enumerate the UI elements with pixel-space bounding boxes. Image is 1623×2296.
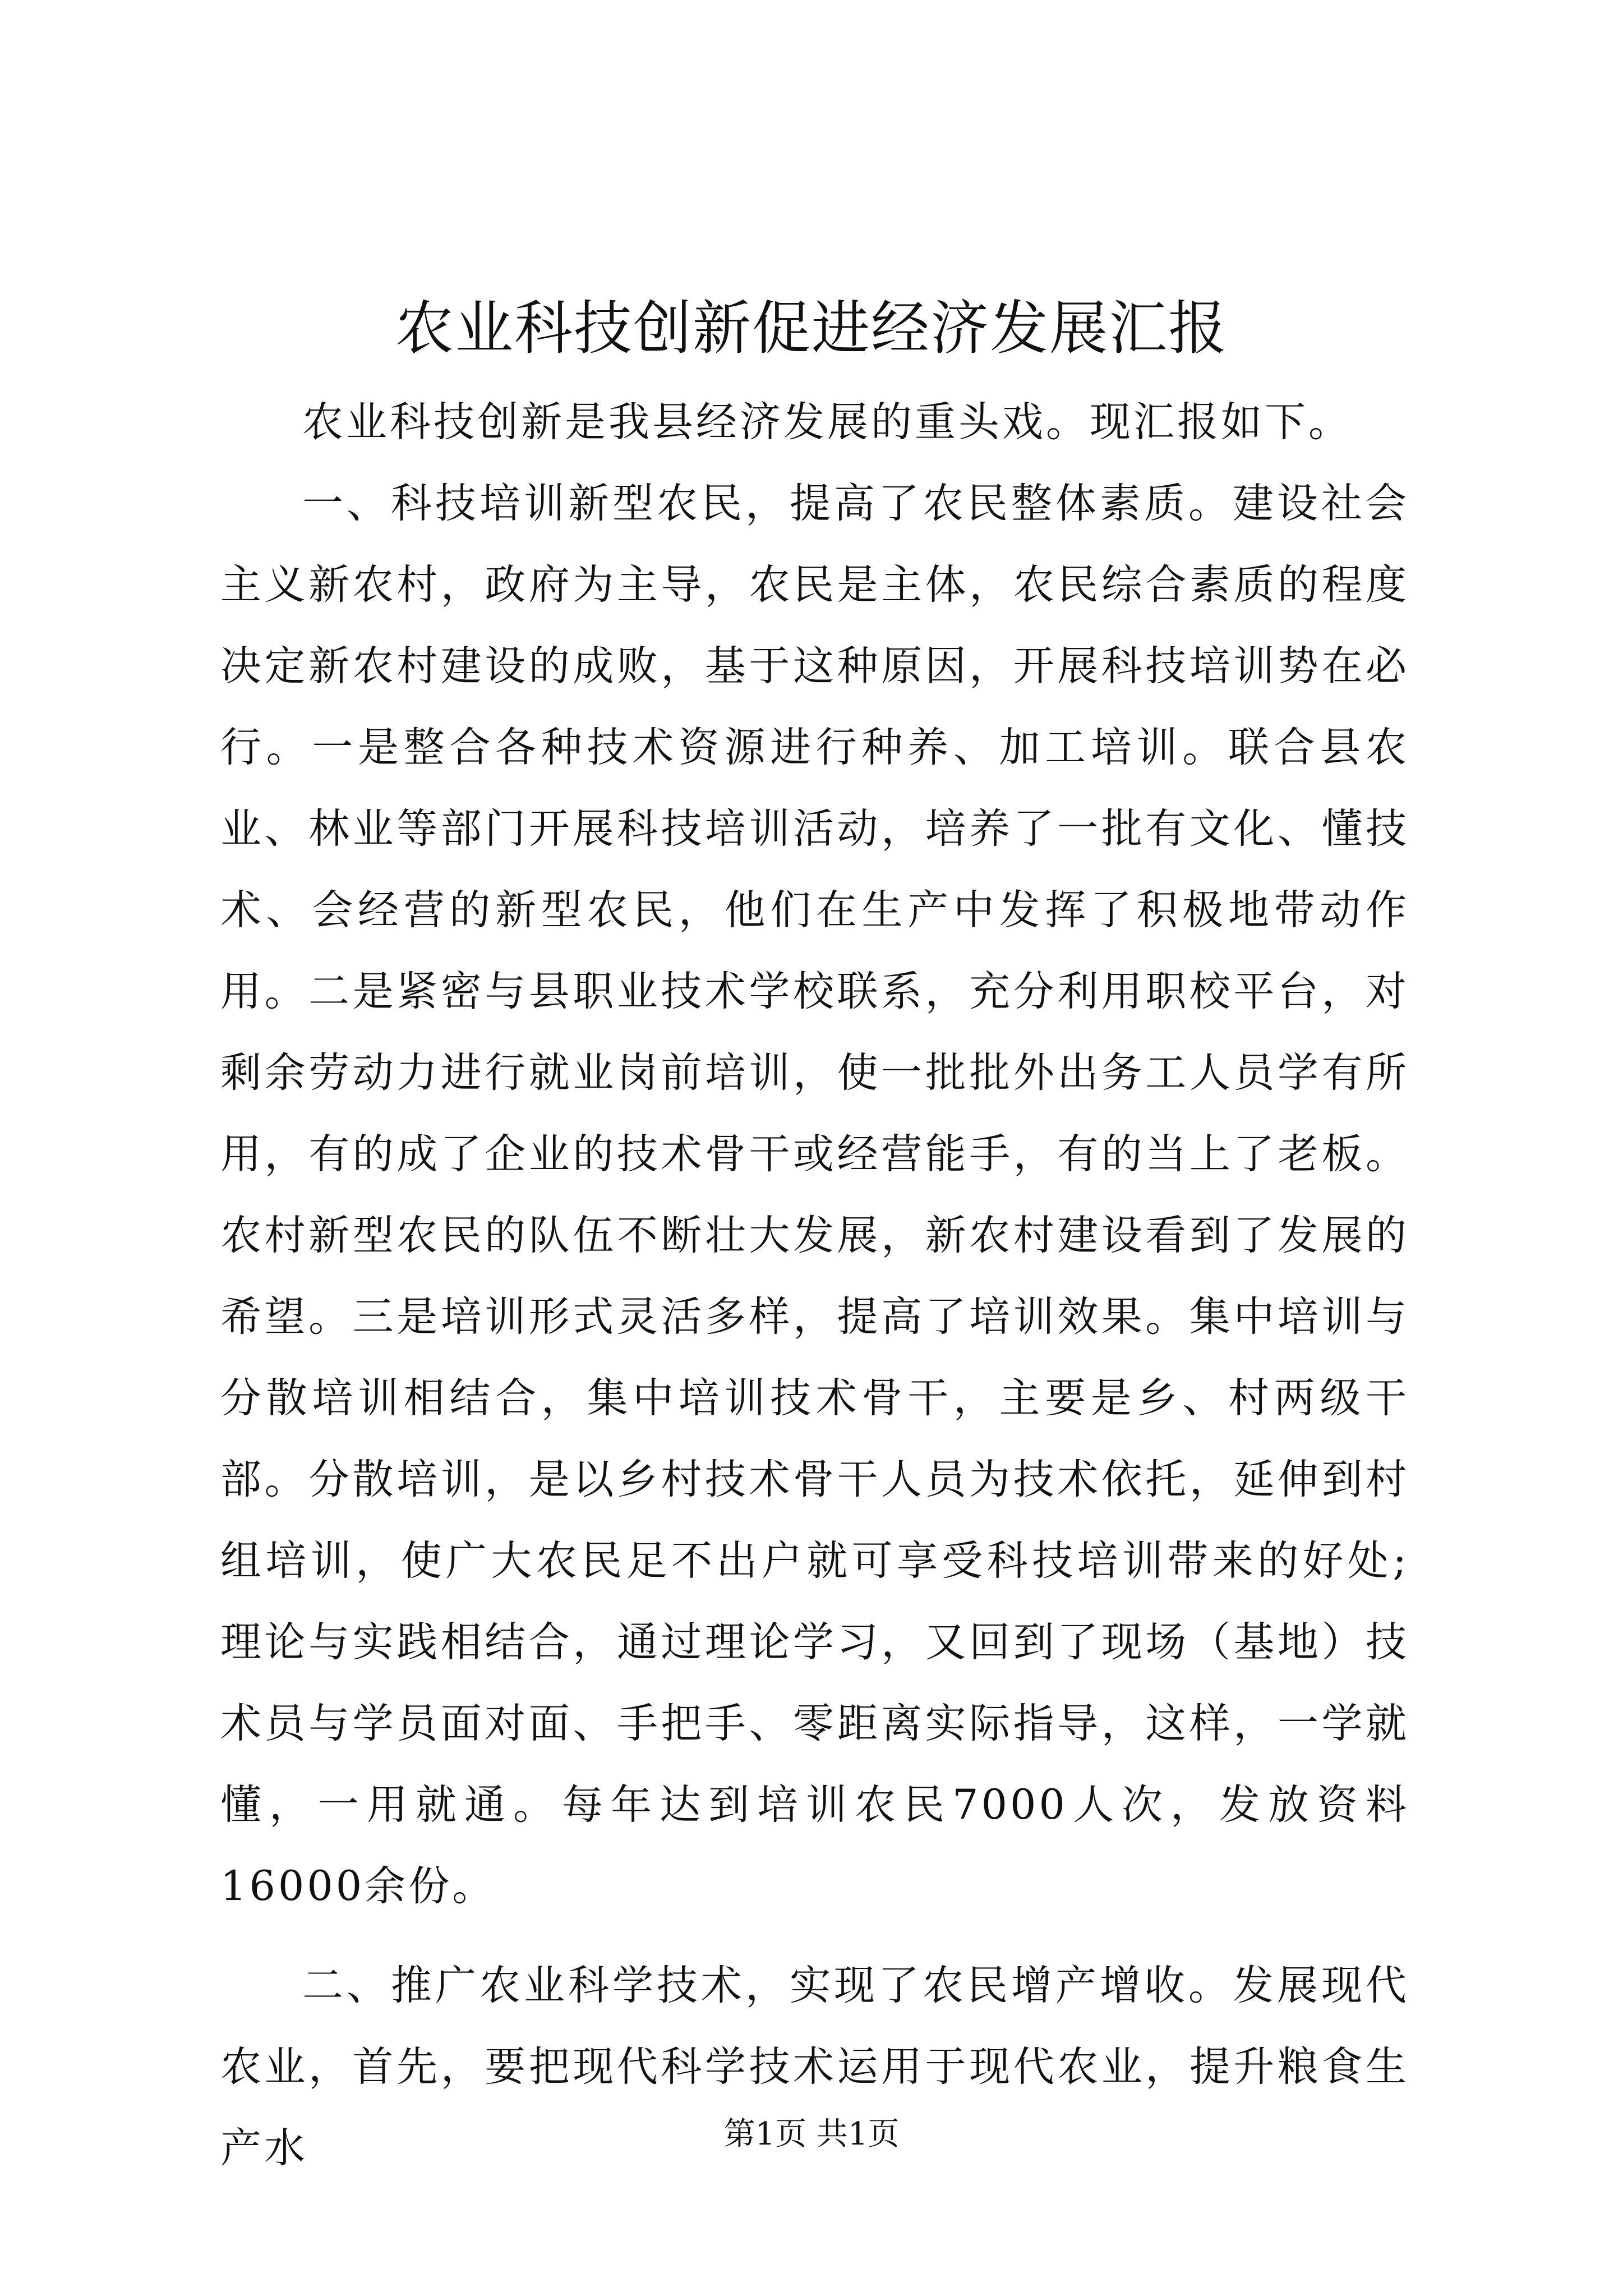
page-footer: 第1页 共1页 bbox=[723, 2116, 900, 2152]
section-two-paragraph: 二、推广农业科学技术，实现了农民增产增收。发展现代农业，首先，要把现代科学技术运用于现代农业，提升粮食生产水 bbox=[220, 1962, 1409, 2172]
document-body bbox=[220, 381, 1409, 2189]
intro-paragraph: 农业科技创新是我县经济发展的重头戏。现汇报如下。 bbox=[302, 398, 1352, 446]
document-title: 农业科技创新促进经济发展汇报 bbox=[395, 294, 1228, 362]
section-one-paragraph: 一、科技培训新型农民，提高了农民整体素质。建设社会主义新农村，政府为主导，农民是主体，农民综合素质的程度决定新农村建设的成败，基于这种原因，开展科技培训势在必行。一是整合各种技术资源进行种养、加工培训。联合县农业、林业等部门开展科技培训活动，培养了一批有文化、懂技术、会经营的新型农民，他们在生产中发挥了积极地带动作用。二是紧密与县职业技术学校联系，充分利用职校平台，对剩余劳动力进行就业岗前培训，使一批批外出务工人员学有所用，有的成了企业的技术骨干或经营能手，有的当上了老板。农村新型农民的队伍不断壮大发展，新农村建设看到了发展的希望。三是培训形式灵活多样，提高了培训效果。集中培训与分散培训相结合，集中培训技术骨干，主要是乡、村两级干部。分散培训，是以乡村技术骨干人员为技术依托，延伸到村组培训，使广大农民足不出户就可享受科技培训带来的好处;理论与实践相结合，通过理论学习，又回到了现场（基地）技术员与学员面对面、手把手、零距离实际指导，这样，一学就懂，一用就通。每年达到培训农民7000人次，发放资料16000余份。 bbox=[220, 480, 1409, 1910]
